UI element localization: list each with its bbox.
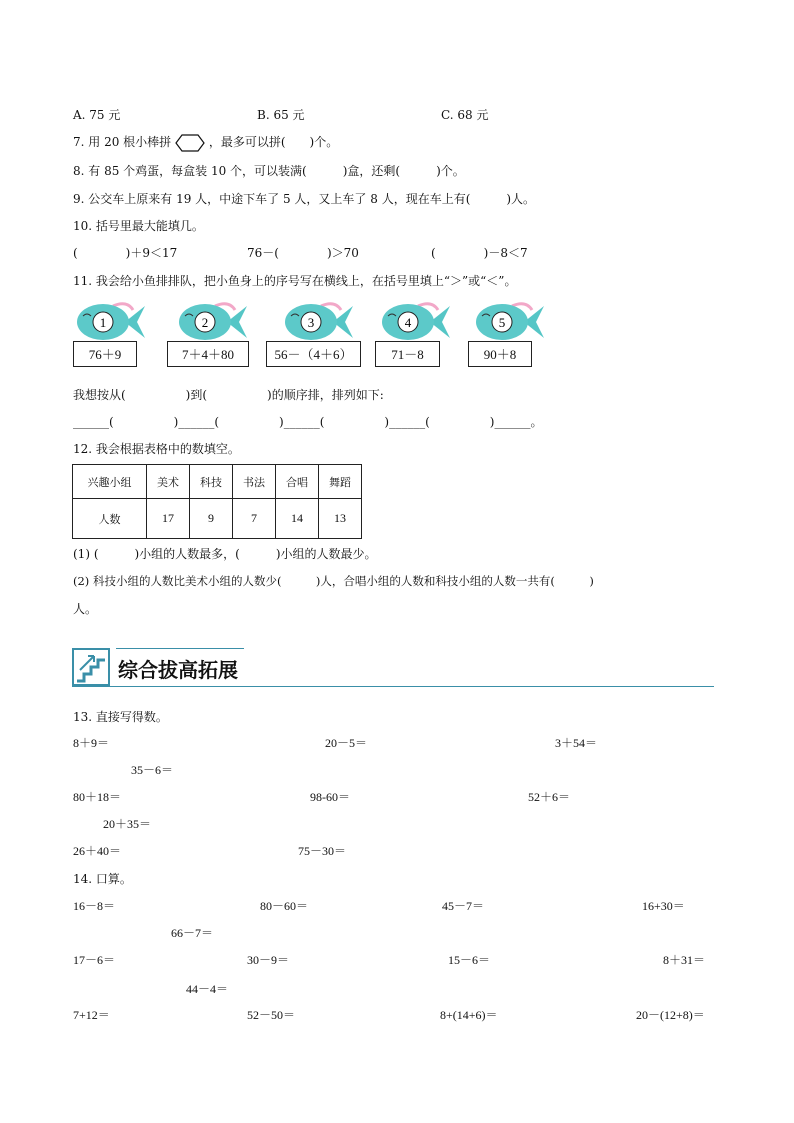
q14-item: 17－6＝ bbox=[73, 953, 116, 967]
question-9: 9. 公交车上原来有 19 人，中途下车了 5 人，又上车了 8 人，现在车上有( )人。 bbox=[73, 192, 536, 206]
q6-option-a: A. 75 元 bbox=[73, 108, 121, 122]
table-cell: 14 bbox=[276, 499, 319, 539]
question-11-title: 11. 我会给小鱼排排队，把小鱼身上的序号写在横线上，在括号里填上“＞”或“＜”。 bbox=[73, 274, 517, 288]
table-cell: 9 bbox=[190, 499, 233, 539]
q12-sub-question-1: (1) ( )小组的人数最多，( )小组的人数最少。 bbox=[73, 547, 377, 561]
table-row-label: 人数 bbox=[73, 499, 147, 539]
q10-item-1: ( )＋9＜17 bbox=[73, 246, 178, 260]
section-title: 综合拔高拓展 bbox=[118, 660, 238, 682]
q7-text-before: 7. 用 20 根小棒拼 bbox=[73, 135, 172, 149]
q14-item: 8+(14+6)＝ bbox=[440, 1008, 498, 1022]
table-header-cell: 书法 bbox=[233, 465, 276, 499]
q13-item: 26＋40＝ bbox=[73, 844, 122, 858]
table-cell: 17 bbox=[147, 499, 190, 539]
q14-item: 8＋31＝ bbox=[663, 953, 706, 967]
section-divider bbox=[72, 686, 714, 687]
q13-item: 98-60＝ bbox=[310, 790, 350, 804]
q14-item: 66－7＝ bbox=[171, 926, 214, 940]
q12-sub-question-2-end: 人。 bbox=[73, 602, 98, 616]
q14-item: 52－50＝ bbox=[247, 1008, 296, 1022]
table-header-cell: 美术 bbox=[147, 465, 190, 499]
q14-item: 80－60＝ bbox=[260, 899, 309, 913]
q14-item: 20－(12+8)＝ bbox=[636, 1008, 705, 1022]
fish-icon-3 bbox=[281, 300, 355, 344]
q10-item-2: 76－( )＞70 bbox=[247, 246, 359, 260]
q13-item: 52＋6＝ bbox=[528, 790, 571, 804]
question-13-title: 13. 直接写得数。 bbox=[73, 710, 168, 724]
hexagon-icon bbox=[175, 134, 205, 152]
section-header bbox=[72, 648, 714, 688]
q14-item: 44－4＝ bbox=[186, 982, 229, 996]
q14-item: 15－6＝ bbox=[448, 953, 491, 967]
interest-group-table bbox=[72, 464, 362, 539]
table-header-row bbox=[73, 465, 362, 499]
fish-icon-4 bbox=[378, 300, 452, 344]
expression-box-4: 71－8 bbox=[375, 341, 440, 367]
table-cell: 7 bbox=[233, 499, 276, 539]
expression-box-2: 7＋4＋80 bbox=[167, 341, 249, 367]
table-header-cell: 科技 bbox=[190, 465, 233, 499]
fish-number: 4 bbox=[404, 315, 412, 330]
q14-item: 30－9＝ bbox=[247, 953, 290, 967]
section-top-rule bbox=[116, 648, 244, 649]
expression-box-3: 56－（4＋6） bbox=[266, 341, 361, 367]
q14-item: 45－7＝ bbox=[442, 899, 485, 913]
fish-number: 3 bbox=[307, 315, 315, 330]
q13-item: 75－30＝ bbox=[298, 844, 347, 858]
q6-option-c: C. 68 元 bbox=[441, 108, 489, 122]
question-12-title: 12. 我会根据表格中的数填空。 bbox=[73, 442, 240, 456]
fish-number: 2 bbox=[201, 315, 209, 330]
fish-icon-1 bbox=[73, 300, 147, 344]
q6-option-b: B. 65 元 bbox=[257, 108, 305, 122]
q10-item-3: ( )－8＜7 bbox=[431, 246, 528, 260]
q13-item: 35－6＝ bbox=[131, 763, 174, 777]
question-10-title: 10. 括号里最大能填几。 bbox=[73, 219, 204, 233]
table-cell: 13 bbox=[319, 499, 362, 539]
table-header-cell: 舞蹈 bbox=[319, 465, 362, 499]
q13-item: 20＋35＝ bbox=[103, 817, 152, 831]
q13-item: 20－5＝ bbox=[325, 736, 368, 750]
q14-item: 7+12＝ bbox=[73, 1008, 110, 1022]
q13-item: 80＋18＝ bbox=[73, 790, 122, 804]
table-row bbox=[73, 499, 362, 539]
fish-number: 5 bbox=[498, 315, 506, 330]
q12-sub-question-2: (2) 科技小组的人数比美术小组的人数少( )人，合唱小组的人数和科技小组的人数一共有( ) bbox=[73, 574, 594, 588]
fish-icon-5 bbox=[472, 300, 546, 344]
q14-item: 16+30＝ bbox=[642, 899, 685, 913]
q7-text-after: ，最多可以拼( )个。 bbox=[208, 135, 339, 149]
question-14-title: 14. 口算。 bbox=[73, 872, 132, 886]
fish-number: 1 bbox=[99, 315, 107, 330]
q11-compare-line: ______( )______( )______( )______( )______。 bbox=[73, 415, 543, 429]
q14-item: 16－8＝ bbox=[73, 899, 116, 913]
expression-box-5: 90＋8 bbox=[468, 341, 532, 367]
fish-icon-2 bbox=[175, 300, 249, 344]
table-header-cell: 合唱 bbox=[276, 465, 319, 499]
expression-box-1: 76＋9 bbox=[73, 341, 137, 367]
table-header-cell: 兴趣小组 bbox=[73, 465, 147, 499]
stairs-icon bbox=[72, 648, 110, 686]
question-8: 8. 有 85 个鸡蛋，每盒装 10 个，可以装满( )盒，还剩( )个。 bbox=[73, 164, 465, 178]
question-7 bbox=[73, 133, 338, 152]
q11-order-line: 我想按从( )到( )的顺序排，排列如下: bbox=[73, 388, 384, 402]
q13-item: 8＋9＝ bbox=[73, 736, 110, 750]
q13-item: 3＋54＝ bbox=[555, 736, 598, 750]
